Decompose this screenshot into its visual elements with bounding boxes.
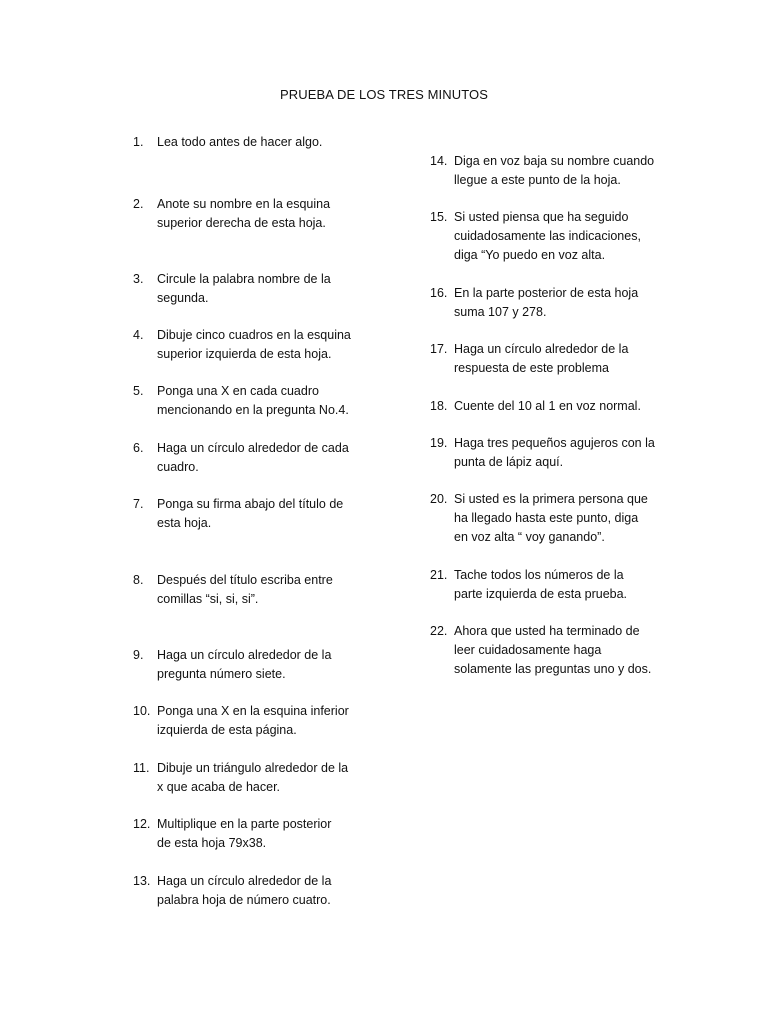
question-text: [157, 702, 349, 740]
question-text: [157, 133, 322, 152]
question-number: 13.: [133, 874, 151, 888]
question-line: solamente las preguntas uno y dos.: [454, 662, 652, 676]
question-line: Circule la palabra nombre de la: [157, 272, 331, 286]
question-number: 7.: [133, 497, 144, 511]
question-line: Diga en voz baja su nombre cuando: [454, 154, 655, 168]
question-text: [454, 208, 641, 265]
question-line: Si usted piensa que ha seguido: [454, 210, 629, 224]
question-line: leer cuidadosamente haga: [454, 643, 602, 657]
question-line: en voz alta “ voy ganando”.: [454, 530, 605, 544]
question-line: parte izquierda de esta prueba.: [454, 587, 628, 601]
question-line: Haga un círculo alrededor de la: [157, 874, 332, 888]
question-number: 9.: [133, 648, 144, 662]
question-number: 6.: [133, 441, 144, 455]
question-number: 8.: [133, 573, 144, 587]
question-line: pregunta número siete.: [157, 667, 286, 681]
question-text: [157, 759, 348, 797]
question-line: Ahora que usted ha terminado de: [454, 624, 640, 638]
question-line: Haga un círculo alrededor de cada: [157, 441, 349, 455]
question-line: Lea todo antes de hacer algo.: [157, 135, 323, 149]
question-line: cuadro.: [157, 460, 199, 474]
question-line: diga “Yo puedo en voz alta.: [454, 248, 606, 262]
page-title: PRUEBA DE LOS TRES MINUTOS: [279, 87, 488, 102]
question-line: Dibuje cinco cuadros en la esquina: [157, 328, 351, 342]
question-line: Anote su nombre en la esquina: [157, 197, 331, 211]
question-line: Ponga su firma abajo del título de: [157, 497, 344, 511]
question-text: [454, 152, 654, 190]
question-line: mencionando en la pregunta No.4.: [157, 403, 349, 417]
question-text: [454, 397, 641, 416]
question-line: de esta hoja 79x38.: [157, 836, 267, 850]
question-line: izquierda de esta página.: [157, 723, 297, 737]
question-number: 2.: [133, 197, 144, 211]
question-text: [454, 340, 628, 378]
question-text: [157, 326, 351, 364]
question-line: superior derecha de esta hoja.: [157, 216, 326, 230]
question-line: Tache todos los números de la: [454, 568, 624, 582]
question-number: 11.: [133, 761, 150, 775]
question-line: Multiplique en la parte posterior: [157, 817, 332, 831]
question-text: [157, 195, 330, 233]
question-text: [454, 434, 655, 472]
question-number: 16.: [430, 286, 448, 300]
question-line: segunda.: [157, 291, 209, 305]
question-number: 17.: [430, 342, 448, 356]
question-number: 15.: [430, 210, 448, 224]
question-line: punta de lápiz aquí.: [454, 455, 564, 469]
question-line: Haga un círculo alrededor de la: [157, 648, 332, 662]
question-line: Después del título escriba entre: [157, 573, 333, 587]
question-line: respuesta de este problema: [454, 361, 609, 375]
question-line: Haga tres pequeños agujeros con la: [454, 436, 655, 450]
question-line: Dibuje un triángulo alrededor de la: [157, 761, 349, 775]
question-number: 14.: [430, 154, 448, 168]
question-text: [157, 872, 331, 910]
question-text: [157, 382, 349, 420]
question-text: [157, 571, 333, 609]
question-line: llegue a este punto de la hoja.: [454, 173, 621, 187]
question-line: Si usted es la primera persona que: [454, 492, 648, 506]
question-number: 5.: [133, 384, 144, 398]
question-number: 12.: [133, 817, 151, 831]
question-number: 1.: [133, 135, 144, 149]
question-line: Cuente del 10 al 1 en voz normal.: [454, 399, 641, 413]
question-text: [157, 646, 331, 684]
question-number: 3.: [133, 272, 144, 286]
question-line: palabra hoja de número cuatro.: [157, 893, 331, 907]
question-line: En la parte posterior de esta hoja: [454, 286, 639, 300]
question-number: 4.: [133, 328, 144, 342]
question-number: 18.: [430, 399, 448, 413]
question-text: [157, 815, 331, 853]
question-text: [157, 270, 331, 308]
question-line: x que acaba de hacer.: [157, 780, 281, 794]
question-text: [157, 495, 343, 533]
question-number: 22.: [430, 624, 448, 638]
question-line: Ponga una X en cada cuadro: [157, 384, 319, 398]
question-line: superior izquierda de esta hoja.: [157, 347, 332, 361]
question-number: 19.: [430, 436, 448, 450]
question-text: [454, 622, 651, 679]
question-line: cuidadosamente las indicaciones,: [454, 229, 641, 243]
question-line: comillas “si, si, si”.: [157, 592, 259, 606]
question-line: Ponga una X en la esquina inferior: [157, 704, 349, 718]
question-text: [454, 566, 627, 604]
question-number: 21.: [430, 568, 448, 582]
question-text: [454, 490, 648, 547]
question-line: esta hoja.: [157, 516, 212, 530]
question-number: 20.: [430, 492, 448, 506]
question-text: [157, 439, 349, 477]
question-line: Haga un círculo alrededor de la: [454, 342, 629, 356]
question-number: 10.: [133, 704, 151, 718]
question-text: [454, 284, 638, 322]
question-line: ha llegado hasta este punto, diga: [454, 511, 639, 525]
question-line: suma 107 y 278.: [454, 305, 547, 319]
